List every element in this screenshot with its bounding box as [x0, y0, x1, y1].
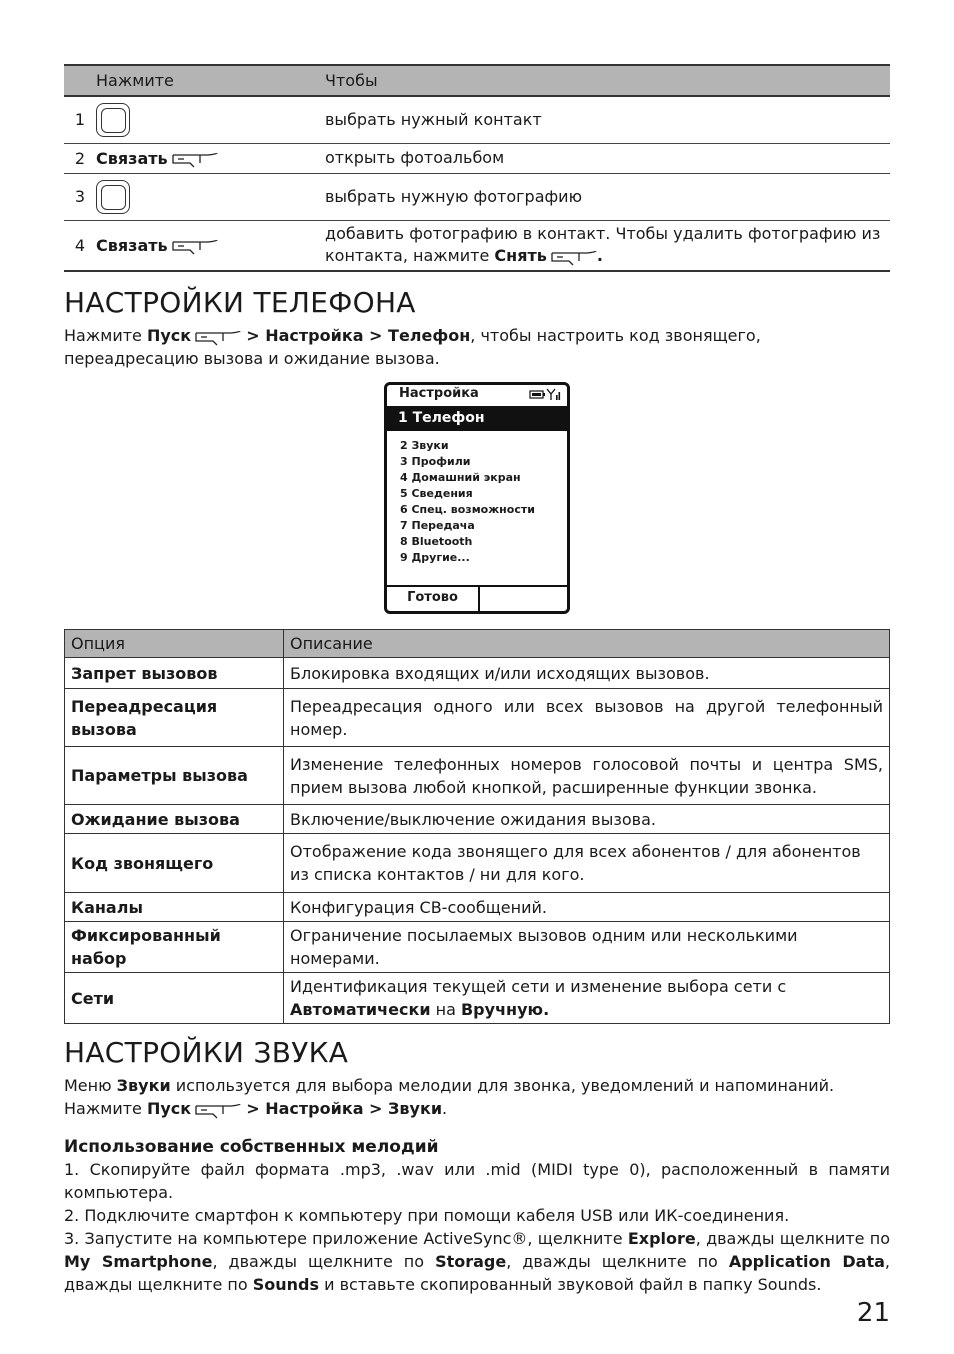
left-softkey-icon [551, 250, 597, 264]
sound-text: Нажмите [64, 1099, 142, 1118]
option-name: Параметры вызова [65, 747, 284, 805]
sound-text: . [442, 1099, 448, 1118]
option-name: Каналы [65, 893, 284, 922]
step-press-label: Связать [96, 235, 168, 255]
step-number: 4 [64, 220, 96, 271]
step-3-bold: Explore [627, 1229, 696, 1248]
steps-header-action: Чтобы [325, 65, 890, 96]
option-desc: Блокировка входящих и/или исходящих вызовов. [284, 658, 890, 689]
option-row [65, 973, 890, 1024]
left-softkey-icon [172, 152, 218, 166]
option-desc-line: Идентификация текущей сети и изменение выбора сети с [290, 977, 787, 996]
step-3-bold: Application Data [728, 1252, 885, 1271]
intro-text-end: , чтобы настроить код звонящего, переадресацию вызова и ожидание вызова. [64, 326, 761, 368]
page [64, 64, 890, 1296]
option-desc: Отображение кода звонящего для всех абонентов / для абонентов из списка контактов / ни для кого. [284, 834, 890, 893]
option-row [65, 834, 890, 893]
step-3-text: , дважды щелкните по [506, 1252, 718, 1271]
screen-menu-item[interactable]: 2 Звуки [400, 439, 449, 452]
left-softkey-icon [195, 1103, 241, 1117]
step-number: 3 [64, 173, 96, 220]
intro-text: Нажмите [64, 326, 142, 345]
step-action: открыть фотоальбом [325, 143, 890, 173]
phone-settings-heading: НАСТРОЙКИ ТЕЛЕФОНА [64, 286, 416, 319]
step-3-text: и вставьте скопированный звуковой файл в папку Sounds. [324, 1275, 822, 1294]
options-header-option: Опция [65, 630, 284, 658]
phone-screen [384, 382, 570, 614]
screen-menu-item[interactable]: 5 Сведения [400, 487, 473, 500]
step-3-text: , дважды щелкните по [64, 1252, 890, 1294]
option-name: Сети [65, 973, 284, 1024]
options-header-desc: Описание [284, 630, 890, 658]
battery-signal-icon [529, 388, 561, 404]
screen-softkey-done[interactable]: Готово [387, 587, 480, 611]
sound-menu-label: Звуки [116, 1076, 171, 1095]
screen-menu-item[interactable]: 6 Спец. возможности [400, 503, 535, 516]
screen-selected-item[interactable]: 1 Телефон [387, 406, 567, 431]
step-press-label: Связать [96, 148, 168, 168]
joystick-icon [96, 180, 130, 214]
step-row [64, 220, 890, 271]
own-melodies-heading: Использование собственных мелодий [64, 1137, 439, 1157]
option-desc: Переадресация одного или всех вызовов на другой телефонный номер. [284, 689, 890, 747]
option-row [65, 747, 890, 805]
intro-path: > Настройка > Телефон [246, 326, 471, 345]
option-name: Запрет вызовов [65, 658, 284, 689]
step-number: 2 [64, 143, 96, 173]
step-action-bold: Снять [494, 246, 547, 266]
option-desc-bold: Вручную. [460, 1000, 550, 1019]
step-3-text: 3. Запустите на компьютере приложение ActiveSync®, щелкните [64, 1229, 623, 1248]
joystick-icon [96, 103, 130, 137]
step-action: выбрать нужную фотографию [325, 173, 890, 220]
sound-start-label: Пуск [146, 1099, 192, 1118]
option-desc: Ограничение посылаемых вызовов одним или несколькими номерами. [284, 922, 890, 973]
step-3-text: , дважды щелкните по [695, 1229, 891, 1248]
step-3-bold: Sounds [252, 1275, 320, 1294]
left-softkey-icon [172, 239, 218, 253]
step-3 [64, 1227, 890, 1296]
option-desc: Конфигурация CB-сообщений. [284, 893, 890, 922]
screen-menu-item[interactable]: 3 Профили [400, 455, 471, 468]
phone-settings-intro [64, 324, 890, 370]
intro-start-label: Пуск [146, 326, 192, 345]
step-action: добавить фотографию в контакт. Чтобы удалить фотографию из контакта, нажмите [325, 224, 881, 266]
steps-header-row [64, 65, 890, 96]
sound-text: Меню [64, 1076, 112, 1095]
screen-softkey-bar [387, 585, 567, 611]
step-3-bold: My Smartphone [64, 1252, 213, 1271]
step-number: 1 [64, 96, 96, 143]
sound-path: > Настройка > Звуки [246, 1099, 443, 1118]
step-action-end: . [596, 246, 603, 266]
sound-settings-heading: НАСТРОЙКИ ЗВУКА [64, 1036, 349, 1069]
steps-table [64, 64, 890, 272]
sound-text: используется для выбора мелодии для звонка, уведомлений и напоминаний. [175, 1076, 835, 1095]
steps-header-press: Нажмите [96, 65, 325, 96]
sound-paragraph-2 [64, 1097, 890, 1120]
step-action: выбрать нужный контакт [325, 96, 890, 143]
options-table [64, 629, 890, 1024]
option-name: Фиксированный набор [65, 922, 284, 973]
step-2: 2. Подключите смартфон к компьютеру при помощи кабеля USB или ИК-соединения. [64, 1206, 790, 1225]
step-row [64, 143, 890, 173]
option-row [65, 922, 890, 973]
option-desc-bold: Автоматически [290, 1000, 431, 1019]
option-row [65, 805, 890, 834]
option-name: Код звонящего [65, 834, 284, 893]
option-desc [284, 973, 890, 1024]
step-3-bold: Storage [435, 1252, 507, 1271]
option-desc-text: на [435, 1000, 456, 1019]
screen-menu-list [400, 438, 535, 566]
option-row [65, 893, 890, 922]
option-desc: Изменение телефонных номеров голосовой почты и центра SMS, прием вызова любой кнопкой, расширенные функции звонка. [284, 747, 890, 805]
step-1: 1. Скопируйте файл формата .mp3, .wav или .mid (MIDI type 0), расположенный в памяти компьютера. [64, 1160, 890, 1202]
option-name: Переадресация вызова [65, 689, 284, 747]
screen-menu-item[interactable]: 7 Передача [400, 519, 475, 532]
screen-menu-item[interactable]: 8 Bluetooth [400, 535, 473, 548]
step-row [64, 96, 890, 143]
step-3-text: , дважды щелкните по [212, 1252, 425, 1271]
screen-menu-item[interactable]: 9 Другие... [400, 551, 470, 564]
option-row [65, 658, 890, 689]
option-desc: Включение/выключение ожидания вызова. [284, 805, 890, 834]
screen-menu-item[interactable]: 4 Домашний экран [400, 471, 521, 484]
screen-title: Настройка [399, 386, 479, 401]
options-header-row [65, 630, 890, 658]
option-name: Ожидание вызова [65, 805, 284, 834]
step-row [64, 173, 890, 220]
page-number: 21 [856, 1298, 890, 1328]
sound-paragraph-1 [64, 1074, 890, 1097]
option-row [65, 689, 890, 747]
left-softkey-icon [195, 330, 241, 344]
